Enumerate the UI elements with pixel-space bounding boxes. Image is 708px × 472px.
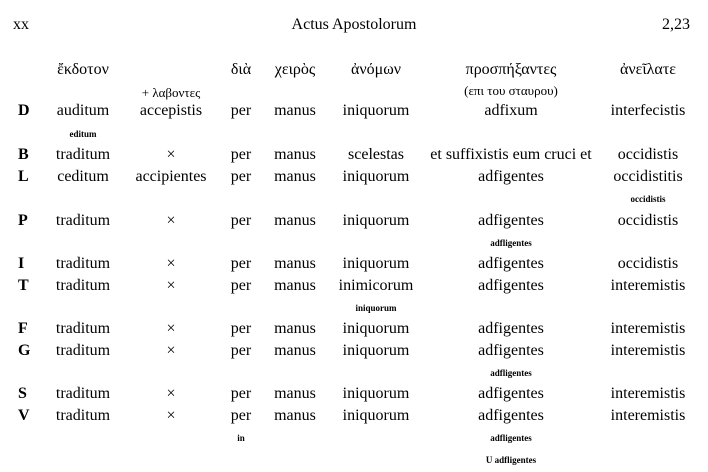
reading-cell: interemistis: [610, 342, 686, 359]
correction-g-adfigentes: adfligentes: [490, 368, 532, 378]
running-head-title: Actus Apostolorum: [291, 16, 417, 33]
reading-cell: interemistis: [610, 385, 686, 402]
reading-cell: adfigentes: [478, 212, 544, 229]
reading-cell: accipientes: [135, 168, 207, 185]
reading-cell: traditum: [55, 146, 111, 163]
reading-cell: manus: [274, 102, 316, 119]
reading-cell: ×: [166, 342, 176, 359]
correction-l-occidistitis: occidistis: [630, 194, 666, 204]
reading-cell: iniquorum: [342, 212, 410, 229]
manuscript-siglum: F: [18, 320, 28, 337]
column-header-5: ἀνόμων: [351, 61, 401, 78]
reading-cell: occidistitis: [613, 168, 683, 185]
reading-cell: scelestas: [348, 146, 404, 163]
reading-cell: interfecistis: [610, 102, 686, 119]
running-head-left: xx: [13, 16, 29, 33]
reading-cell: traditum: [55, 320, 111, 337]
manuscript-siglum: G: [18, 342, 31, 359]
correction-p-adfigentes: adfligentes: [490, 238, 532, 248]
reading-cell: manus: [274, 342, 316, 359]
reading-cell: per: [230, 342, 252, 359]
reading-cell: manus: [274, 255, 316, 272]
reading-cell: iniquorum: [342, 320, 410, 337]
manuscript-siglum: L: [18, 168, 29, 185]
reading-cell: adfigentes: [478, 385, 544, 402]
reading-cell: inimicorum: [338, 277, 414, 294]
reading-cell: per: [230, 255, 252, 272]
column-header-6: προσπήξαντες: [465, 61, 557, 78]
reading-cell: manus: [274, 277, 316, 294]
reading-cell: interemistis: [610, 277, 686, 294]
reading-cell: ×: [166, 385, 176, 402]
reading-cell: adfigentes: [478, 342, 544, 359]
reading-cell: auditum: [56, 102, 110, 119]
reading-cell: iniquorum: [342, 255, 410, 272]
reading-cell: per: [230, 407, 252, 424]
running-head-reference: 2,23: [662, 16, 690, 33]
reading-cell: iniquorum: [342, 385, 410, 402]
column-header-1: ἔκδοτον: [57, 61, 109, 78]
correction-t-inimicorum: iniquorum: [355, 303, 397, 313]
reading-cell: ×: [166, 277, 176, 294]
reading-cell: per: [230, 146, 252, 163]
reading-cell: per: [230, 385, 252, 402]
reading-cell: adfigentes: [478, 407, 544, 424]
column-header-4: χειρὸς: [274, 61, 316, 78]
reading-cell: occidistis: [617, 146, 679, 163]
column-header-7: ἀνεῖλατε: [620, 61, 676, 78]
reading-cell: iniquorum: [342, 102, 410, 119]
reading-cell: per: [230, 212, 252, 229]
correction-v-per: in: [237, 433, 245, 443]
reading-cell: ×: [166, 212, 176, 229]
reading-cell: traditum: [55, 407, 111, 424]
reading-cell: iniquorum: [342, 407, 410, 424]
manuscript-siglum: V: [18, 407, 30, 424]
reading-cell: adfigentes: [478, 168, 544, 185]
reading-cell: traditum: [55, 277, 111, 294]
manuscript-siglum: I: [18, 255, 25, 272]
correction-v-u-adfligentes: U adfligentes: [485, 455, 537, 465]
correction-d-auditum: editum: [69, 129, 97, 139]
reading-cell: per: [230, 320, 252, 337]
reading-cell: traditum: [55, 385, 111, 402]
reading-cell: manus: [274, 385, 316, 402]
reading-cell: interemistis: [610, 407, 686, 424]
reading-cell: manus: [274, 407, 316, 424]
reading-cell: per: [230, 168, 252, 185]
reading-cell: traditum: [55, 255, 111, 272]
manuscript-siglum: S: [18, 385, 27, 402]
reading-cell: per: [230, 277, 252, 294]
reading-cell: manus: [274, 320, 316, 337]
reading-cell: manus: [274, 168, 316, 185]
reading-cell: interemistis: [610, 320, 686, 337]
manuscript-siglum: D: [18, 102, 30, 119]
reading-cell: traditum: [55, 212, 111, 229]
insertion-stauros: (επι του σταυρου): [464, 83, 558, 98]
reading-cell: adfigentes: [478, 277, 544, 294]
reading-cell: ceditum: [57, 168, 109, 185]
insertion-labontes: + λαβοντες: [141, 85, 201, 100]
reading-cell: traditum: [55, 342, 111, 359]
manuscript-siglum: B: [18, 146, 29, 163]
manuscript-siglum: T: [18, 277, 29, 294]
reading-cell: per: [230, 102, 252, 119]
reading-cell: et suffixistis eum cruci et: [430, 146, 592, 163]
manuscript-siglum: P: [18, 212, 28, 229]
reading-cell: occidistis: [617, 212, 679, 229]
reading-cell: ×: [166, 146, 176, 163]
reading-cell: manus: [274, 212, 316, 229]
reading-cell: adfixum: [484, 102, 538, 119]
reading-cell: ×: [166, 320, 176, 337]
reading-cell: adfigentes: [478, 255, 544, 272]
reading-cell: adfigentes: [478, 320, 544, 337]
reading-cell: ×: [166, 407, 176, 424]
reading-cell: iniquorum: [342, 168, 410, 185]
reading-cell: manus: [274, 146, 316, 163]
reading-cell: accepistis: [139, 102, 203, 119]
correction-v-adfigentes: adfligentes: [490, 433, 532, 443]
reading-cell: occidistis: [617, 255, 679, 272]
column-header-3: διὰ: [230, 61, 252, 78]
reading-cell: ×: [166, 255, 176, 272]
reading-cell: iniquorum: [342, 342, 410, 359]
